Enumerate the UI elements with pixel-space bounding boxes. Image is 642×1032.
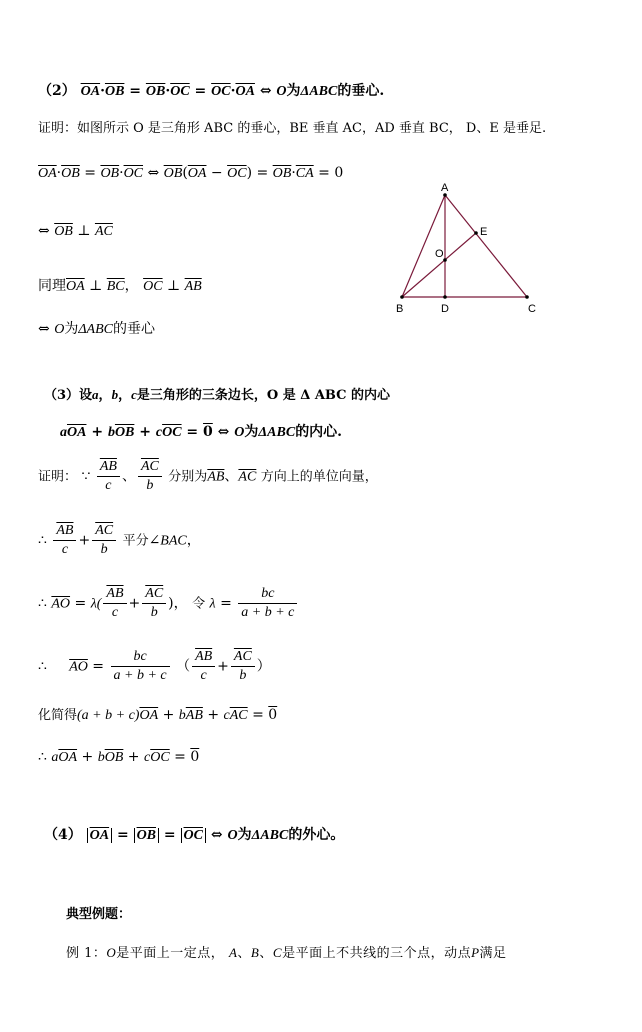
altitude-be: [402, 233, 476, 297]
section3-equation: $a\overline{OA} + b\overline{OB} + c\overline{OC} = 0$ ⇔ O为ΔABC的内心.: [60, 424, 343, 440]
point-b: [400, 295, 404, 299]
proof2-eq4: ⇔ O为ΔABC的垂心: [38, 321, 155, 337]
fraction: $\frac{\overline{AC}}{b}$: [231, 648, 255, 685]
proof2-eq3: 同理$\overline{OA}$ ⊥ $\overline{BC}$， $\overline{OC}$ ⊥ $\overline{AB}$: [38, 278, 202, 294]
point-o: [443, 258, 447, 262]
vec: $\overline{OB}$: [145, 84, 166, 99]
fraction: $\frac{bc}{a + b + c}$: [238, 585, 297, 622]
vec: $\overline{OA}$: [80, 84, 101, 99]
vec: $\overline{OC}$: [170, 84, 190, 99]
fraction: $\frac{\overline{AC}}{b}$: [138, 458, 162, 495]
label-d: D: [441, 303, 449, 315]
fraction: $\frac{bc}{a + b + c}$: [111, 648, 170, 685]
proof2-eq2: ⇔ $\overline{OB}$ ⊥ $\overline{AC}$: [38, 223, 113, 239]
iff-symbol: ⇔: [259, 83, 272, 99]
label-o: O: [435, 248, 444, 260]
section2-label: （2）: [38, 83, 76, 99]
side-ac: [445, 195, 527, 297]
proof2-eq1: $\overline{OA}\cdot\overline{OB} = \overline{OB}\cdot\overline{OC}$ ⇔ $\overline{OB}(\overline{OA} - \overline{OC}) = \overline{OB}\cdot\overline{CA} = 0$: [38, 165, 344, 181]
point-d: [443, 295, 447, 299]
triangle-figure: [390, 180, 550, 320]
fraction: $\frac{\overline{AC}}{b}$: [92, 522, 116, 559]
section2-heading: （2） $\overline{OA}\cdot\overline{OB} = \overline{OB}\cdot\overline{OC} = \overline{OC}\cdot\overline{OA}$ ⇔ O为ΔABC的垂心.: [38, 83, 385, 99]
label-e: E: [480, 226, 488, 238]
fraction: $\frac{\overline{AC}}{b}$: [142, 585, 166, 622]
vec: $\overline{OA}$: [235, 84, 255, 99]
fraction: $\frac{\overline{AB}}{c}$: [103, 585, 126, 622]
example1-text: 例 1：O是平面上一定点， A、B、C是平面上不共线的三个点，动点P满足: [66, 945, 507, 961]
vec: $\overline{OC}$: [211, 84, 231, 99]
proof3-line2: ∴ $\frac{\overline{AB}}{c}$ + $\frac{\overline{AC}}{b}$ 平分∠BAC，: [38, 522, 201, 559]
fraction: $\frac{\overline{AB}}{c}$: [53, 522, 76, 559]
point-e: [474, 231, 478, 235]
proof3-line5: 化简得$(a + b + c)\overline{OA} + b\overline{AB} + c\overline{AC} = 0$: [38, 707, 278, 723]
proof3-line1: 证明： ∵ $\frac{\overline{AB}}{c}$ 、 $\frac{\overline{AC}}{b}$ 分别为$\overline{AB}$、$\overline{AC}$ 方向上的单位向量，: [38, 458, 378, 495]
fraction: $\frac{\overline{AB}}{c}$: [192, 648, 215, 685]
proof3-line6: ∴ $a\overline{OA} + b\overline{OB} + c\overline{OC} = 0$: [38, 749, 200, 765]
proof2-intro: 证明：如图所示 O 是三角形 ABC 的垂心，BE 垂直 AC，AD 垂直 BC， D、E 是垂足.: [38, 121, 547, 136]
label-c: C: [528, 303, 536, 315]
proof3-line3: ∴ $\overline{AO} = \lambda$( $\frac{\overline{AB}}{c}$ + $\frac{\overline{AC}}{b}$ )， 令 λ = $\frac{bc}{a + b + c}$: [38, 585, 299, 622]
section4-heading: （4） $\overline{OA} = \overline{OB} = \overline{OC}$ ⇔ O为ΔABC的外心。: [44, 827, 345, 843]
proof3-line4: ∴ $\overline{AO}$ = $\frac{bc}{a + b + c}$ （ $\frac{\overline{AB}}{c}$ + $\frac{\overline{AC}}{b}$ ）: [38, 648, 271, 685]
label-a: A: [441, 182, 449, 194]
examples-title: 典型例题：: [66, 907, 132, 922]
vec: $\overline{OB}$: [104, 84, 125, 99]
fraction: $\frac{\overline{AB}}{c}$: [97, 458, 120, 495]
label-b: B: [396, 303, 404, 315]
side-ab: [402, 195, 445, 297]
point-c: [525, 295, 529, 299]
section3-heading: （3）设a，b，c是三角形的三条边长，O 是 Δ ABC 的内心: [44, 387, 391, 403]
